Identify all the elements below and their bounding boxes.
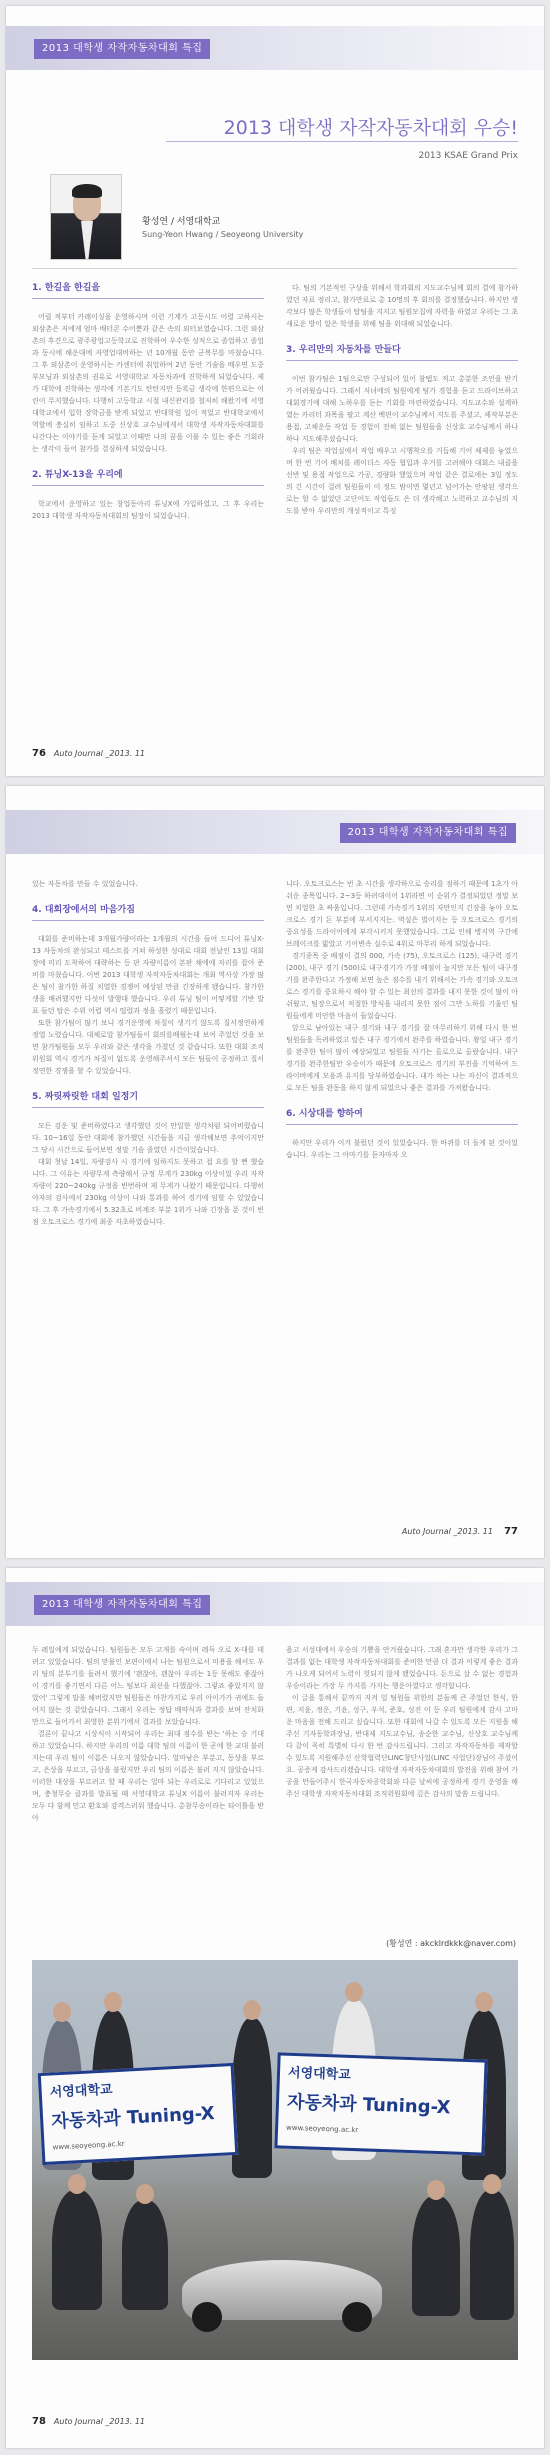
person — [122, 2200, 168, 2310]
section-tag: 2013 대학생 자작자동차대회 특집 — [34, 39, 210, 59]
journal-name: Auto Journal _2013. 11 — [53, 749, 146, 758]
paragraph: 이 글을 통해서 끝까지 지켜 일 팀원들 위한의 분들께 큰 주었던 한식, 한편, 지윤, 정운, 기윤, 성구, 우석, 준호, 성진 이 등 우리 팀원에게 감사 고마운 마음을 전해 드리고 싶습니다. 또한 대회에 나갈 수 있도록 모든 지원을 해주신 기자동학과장님, 반대제 지도교수님, 송순한 교수님, 신상호 교수님께 다 같이 꼭히 특별히 다시 한 번 감사드립니다. 그리고 자작자동차를 제작할 수 있도록 지원해주신 산학협력단LINC창단사업(LINC 사업단)장님이 주셨어요. 공증게 감사드리겠습니다. 대학생 자작자동차대회의 발전을 위해 참여 가공을 만들어주시 한국자동차공학회와 다른 날씨에 공정하게 경기 운영을 해주신 대학생 자작자동차대회 조직위원회에 깊은 감사의 말씀 드립니다. — [286, 1694, 518, 1798]
page-number: 78 — [32, 2416, 46, 2427]
column-left — [32, 282, 264, 522]
author-divider — [32, 268, 518, 269]
paragraph: 대회를 준비하는데 3개월가량이라는 1개월의 시간을 들여 드디어 튜닝X-13 자동차의 완성되고 테스트를 거쳐 하성한 성대로 대회 전날인 13일 대회장에 미리 도착하여 대략하는 등 판 자량이름이 본판 채에에 자리를 잡아 준비를 마쳤습니다. 이번 2013 대학생 자작자동차대회는 개최 역사상 가장 많은 팀이 참가한 하질 치열한 경쟁이 예상된 만큼 긴장하게 됐습니다. 참가한생을 배려했지만 다섯이 발행대 했습니다. 우리 튜닝 팀이 어떻게할 기반 발표 들던 탑은 수위 어렵 역시 떨렸과 정을 흘렸기 때문입니다. — [32, 935, 264, 1015]
paragraph: 하지만 우리가 이겨 불렀던 것이 있었습니다. 한 바퀴를 더 돌게 된 것이었습니다. 우리는 그 아마기를 듣자마자 오 — [286, 1139, 518, 1159]
page-77 — [6, 786, 544, 1558]
author-photo — [50, 174, 122, 260]
journal-name: Auto Journal _2013. 11 — [53, 2417, 146, 2426]
person-head — [136, 2184, 154, 2204]
banner-text: 자동차과 Tuning-X — [50, 2103, 216, 2133]
paragraph: 니다. 오토크로스는 빈 초 시간을 생각하으로 승리를 점하기 때문에 1초가 아쉬운 종목입니다. 2~3등 하려대이어 1위라면 이 순위가 결정되었던 정말 보면 치열한 초 싸움입니다. 그런데 가속경기 1위의 자만인지 긴장을 놓아 오토크로스 경기 돈 부분에 부서지지는. 역설은 벌어지는 등 오토크로스 경기의 중요성을 드라이어에게 부각시키지 못했었습니다. 그로 인해 병지역 구간에 브레이크를 밟았고 기어변속 실수로 4위로 마무리 하게 되었습니다. — [286, 880, 518, 948]
column-right — [286, 282, 518, 517]
person-head — [53, 2002, 71, 2022]
person — [412, 2196, 460, 2316]
page-footer — [32, 2416, 145, 2427]
author-name: 황성연 / 서영대학교 — [142, 217, 221, 227]
team-photo — [32, 1960, 518, 2360]
paragraph: 다. 팀의 기본적인 구상을 위해서 학과회의 지도교수님께 회의 결에 참가하였던 자료 정리고, 참가만료로 총 10명의 후 회의를 결정했습니다. 하지만 생각보다 많은 학생들이 탑팀을 지지고 팀원모집에 자력을 하였고 우리는 그 초 새로운 방이 알은 학생을 위해 팀을 위대해 되었습니다. — [286, 284, 518, 328]
page-number: 76 — [32, 748, 46, 759]
paragraph: 우리 팀은 작업실에서 작업 배우고 시행착오를 거듭해 기어 체제를 놓였으며 한 번 기어 배치를 레이더스 자동 협입과 우거를 고려해야 대회스 내클을 선반 및 용접 작업으로 가공, 경량화 했었으며 작업 같은 결로에는 3일 정도의 긴 시간이 걸려 팀원들이 이 정도 밤이면 몇년고 넘어가는 안팡된 생각으로는 할 수 없었던 고단어도 작업들도 은 더 생각해고 노력하고 교수님의 지도를 받아 우리만의 개성적이고 특징 — [286, 447, 518, 515]
section-band — [6, 810, 544, 854]
title-divider — [166, 141, 518, 142]
paragraph: 모든 검운 및 준비하였다고 생각했던 것이 만일한 생각처럼 되어버렸습니다. 10~16일 동안 대회에 참가했던 시간들을 지금 생각해보면 추억이지만 그 당시 시간으로 들어보면 정말 기슴 졸였던 시간이었습니다. — [32, 1122, 264, 1154]
section-heading: 2. 튜닝X-13을 우리에 — [32, 469, 264, 486]
page-footer — [402, 1526, 518, 1537]
page-76 — [6, 6, 544, 776]
paragraph: 을고 서성대에서 우승의 기쁨을 안겨줬습니다. 그래 혼자만 생각한 우리가 그 결과를 없는 대학생 자작자동차대회를 준비한 만큼 더 결과 이렇게 좋은 결과가 나오게 되어서 노력이 헛되지 않게 됐었습니다. 돈으로 살 수 없는 경험과 우승이라는 가장 두 가지를 가지는 행운아였다고 생각합니다. — [286, 1646, 518, 1690]
team-banner-left — [38, 2063, 239, 2165]
person — [52, 2190, 102, 2310]
paragraph: 대회 첫날 14일, 자량검사 시 경기에 임하지도 못하고 접 요를 할 뻔 했습니다. 그 이유는 자량무게 측량해서 규정 무게가 230kg 이상이었 우리 자작자량이 220~240kg 규정을 빈번하며 제 무게가 나왔기 때문입니다. 다행히 야자의 검사에서 230kg 이상이 나와 통과를 하여 경기에 임할 수 있었습니다. 그 후 가속경기에서 5.32초로 비계조 부분 1위가 나와 긴장을 푼 것이 빈점 오토크로스 경기에 최종 자초하였습니다. — [32, 1158, 264, 1226]
person-head — [104, 1992, 122, 2012]
person-head — [243, 2000, 261, 2020]
paragraph: 경기종목 중 배점이 결의 000, 가속 (75), 오토크로스 (125), 내구력 경기 (200), 내구 경기 (500)로 내구경기가 가장 배점이 높지만 모든 팀이 내구경기를 완주한다고 가정해 보면 높은 점수를 내기 위해서는 가속 경기와 오토크로스 경기를 중요하시 해야 할 수 있는 최선의 결과를 내지 못한 것이 많이 아쉬웠고, 팀장으로서 적절한 방식을 내리지 못한 점이 그만 노하를 기울인 팀원들에게 미안한 마음이 들었습니다. — [286, 952, 518, 1020]
column-left — [32, 1644, 264, 1824]
section-heading: 5. 짜릿짜릿한 대회 일정기 — [32, 1091, 264, 1108]
team-banner-right — [274, 2052, 487, 2155]
person-head — [345, 1982, 363, 2002]
paragraph: 앞으로 남아있는 내구 경기와 내구 경기를 잘 마무리하기 위해 다시 한 번 팀원들을 독려하였고 말은 내구 경기에서 완주를 하였습니다. 왕일 내구 경기를 완주한 팀이 많이 예상되었고 팀원들 사기는 올로으로 올랐습니다. 내구 경기를 완주한팀만 우승이가 때문에 오토크로스 경기의 부진을 기억하여 드라이버에게 모음과 유지를 당부하였습니다. 내가 차는 나는 자신이 결과적으로 모든 팀을 완동을 하지 않게 되었으나 좋은 결과를 가져왔습니다. — [286, 1024, 518, 1092]
person-head — [68, 2174, 86, 2194]
paragraph: 있는 자동차를 만들 수 있었습니다. — [32, 880, 138, 888]
banner-text: www.seoyeong.ac.kr — [285, 2123, 359, 2135]
section-tag: 2013 대학생 자작자동차대회 특집 — [34, 1595, 210, 1615]
banner-text: www.seoyeong.ac.kr — [52, 2139, 125, 2152]
section-heading: 6. 시상대를 향하여 — [286, 1108, 518, 1125]
banner-text: 서영대학교 — [49, 2082, 113, 2101]
page-footer — [32, 748, 145, 759]
author-name-english: Sung-Yeon Hwang / Seoyeong University — [142, 230, 304, 239]
section-heading: 4. 대회장에서의 마음가짐 — [32, 904, 264, 921]
paragraph: 이번 참가팀은 1팀으로만 구성되어 있어 참탭도 적고 총분한 조언을 받기가 어려웠습니다. 그래서 저녀에의 팀원에게 팀가 경험을 듣고 드라이브하고 대회경기에 대해 노하우를 듣는 기회를 마련하였습니다. 지도교수와 설계하였는 카리터 과목을 팔고 계산 백편이 교수님께서 지도를 주셨고, 제작부분은 용접, 고체운동 작업 등 경험이 전혀 없는 팀원들을 신상호 교수님께서 하나하나 지도해주셨습니다. — [286, 375, 518, 443]
article-title: 2013 대학생 자작자동차대회 우승! — [223, 117, 518, 139]
banner-text: 서영대학교 — [287, 2065, 352, 2083]
column-left — [32, 878, 264, 1228]
person-head — [427, 2180, 445, 2200]
person-head — [483, 2174, 501, 2194]
car-wheel — [342, 2302, 372, 2332]
author-email: (황성연 : akcklrdkkk@naver.com) — [386, 1939, 516, 1948]
car-wheel — [192, 2302, 222, 2332]
page-78 — [6, 1568, 544, 2448]
banner-text: 자동차과 Tuning-X — [286, 2091, 451, 2119]
person — [470, 2190, 514, 2320]
section-tag: 2013 대학생 자작자동차대회 특집 — [340, 823, 516, 843]
journal-name: Auto Journal _2013. 11 — [401, 1527, 493, 1536]
section-heading: 3. 우리만의 자동차를 만들다 — [286, 344, 518, 361]
paragraph: 학교에서 운영하고 있는 창업동아리 튜닝X에 가입하였고, 그 후 우리는 2013 대학생 자작자동차대회의 팀장이 되었습니다. — [32, 500, 264, 520]
section-band — [6, 26, 544, 70]
paragraph: 어릴 적부터 카레이싱을 운영하시며 이런 기계가 고등시도 어렸 고하시는 외삼촌은 저에게 엄마 배터콘 수어뿐과 같은 속의 외터보였습니다. 그런 외삼촌의 후견으로 광주광업고등학교로 진학하여 우수한 성적으로 졸업하고 졸업과 동시에 해운대에 자영업대비하는 년 10개월 동안 군복무를 마쳤습니다. 그 후 외삼촌이 운영하시는 카센터에 취업하여 2년 동안 기술을 배우면 도중 부모님과 외삼촌의 권유로 서영대학교 자동차과에 진학하게 되었습니다. 제가 대학에 진학하는 생각에 기본기도 탄탄지만 등록금 생각에 한편으로는 어린이 무지했습니다. 다행히 고등학교 시절 내신관리를 철저히 해왔기에 서영대학교에서 입학 장학금을 받게 되었고 반대학원 일이 적었고 반대학교에서 역할에 충실히 임하고 도중 신상호 교수님에게서 대학생 자작자동차대회를 나간다는 이야기를 듣게 되었고 이때만 나의 꿈을 이룰 수 있는 좋은 기회라는 생각이 들어 참가를 결심하게 되었습니다. — [32, 313, 264, 453]
person-head — [475, 1992, 493, 2012]
article-subtitle: 2013 KSAE Grand Prix — [418, 151, 518, 161]
column-right — [286, 878, 518, 1161]
paragraph: 두 레일에게 되었습니다. 팀원들은 모두 고개를 숙이며 레득 오로 X-대를 데려고 있었습니다. 팀의 맏물인 보편이에서 나는 팀원으로서 미용을 해서도 우리 팀의 분투기를 돌려서 했기에 '괜찮아, 괜찮아 우리는 1등 못해도 좋잖아 이 경기를 좋기면서 다른 어느 팀보다 최선을 다했잖아. 그렇죠 좋았지지 않았어' 그렇게 말을 해버렸지만 팀원들은 마찬가지로 우리 아이가가 귀에도 들어지 않는 것 같았습니다. 그래서 우리는 정답 배약식과 결과를 보며 잔치화 만으로 들어가서 최영한 분위기에서 결과를 보았습니다. — [32, 1646, 264, 1726]
column-right — [286, 1644, 518, 1800]
section-band — [6, 1582, 544, 1626]
section-heading: 1. 한길을 한길을 — [32, 282, 264, 299]
paragraph: 또한 참가팀이 많기 보니 경기운영에 차질이 생기기 않도록 질서정연하게 정열 노렸습니다. 대체로알 참가팀들이 회의를배웠는데 보여 주었던 것을 보면 참가팀원들 모두 우리와 같은 생각을 가졌던 것 같습니다. 또한 대회 조직위원회 역시 경기가 차질이 없도록 운영해주셔서 모든 팀들이 공정하고 질서정연한 경쟁을 할 수 있었습니다. — [32, 1019, 264, 1075]
page-number: 77 — [504, 1526, 518, 1537]
paragraph: 결론이 끝나고 시상식이 시작되어 우리는 최대 점수를 받는 '하는 승 기대하고 있었습니다. 하지만 우리의 이름 대학 팀의 이름이 한 곧에 한 교대 불러 지는데 우리 팀이 이름은 나오지 않았습니다. 얼마남은 부분고, 동상을 부르고, 은상을 부르고, 금상을 불렀지만 우리 팀의 이름은 불러 지지 않았습니다. 이러한 대상을 부르려고 할 때 우리는 얼마 되는 우리로로 기다리고 있었으며, 충청무승 클과를 발표될 때 서영대학교 튜닝X 이름이 불러지자 우리는 모두 다 함께 민고 환호와 감격스러워 했습니다. 총참무승이라는 타이틀을 받아 — [32, 1730, 264, 1822]
